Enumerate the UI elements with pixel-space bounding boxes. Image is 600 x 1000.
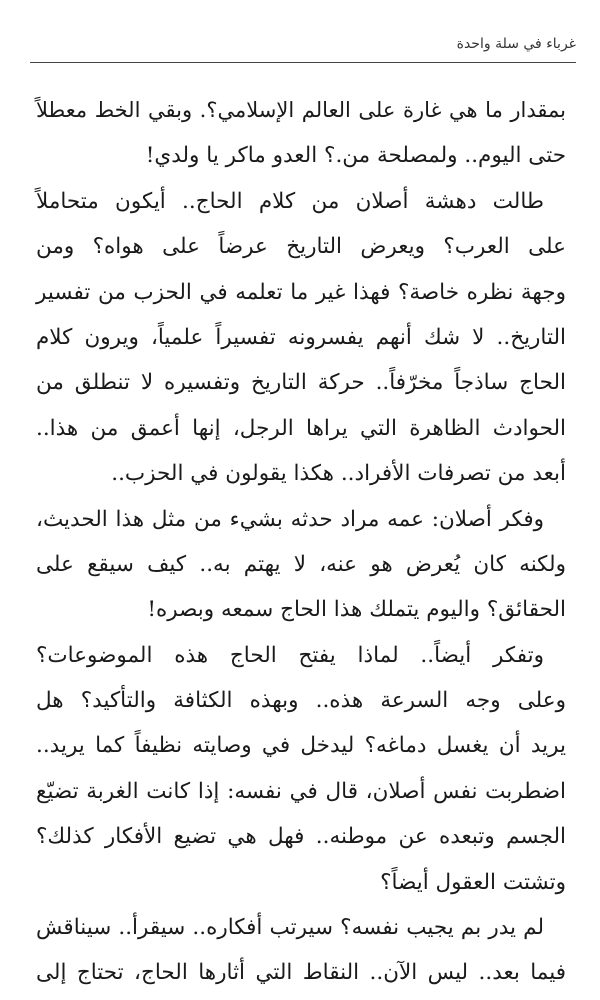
- text-line: حتى اليوم.. ولمصلحة من.؟ العدو ماكر يا ولدي!: [145, 143, 566, 169]
- header-divider: [30, 62, 576, 63]
- text-line: الجسم وتبعده عن موطنه.. فهل هي تضيع الأفكار كذلك؟: [36, 824, 566, 850]
- text-line: الحاج ساذجاً مخرّفاً.. حركة التاريخ وتفسيره لا تنطلق من: [36, 370, 566, 396]
- text-line: ولكنه كان يُعرض هو عنه، لا يهتم به.. كيف سيقع على: [36, 551, 566, 577]
- text-line: وجهة نظره خاصة؟ فهذا غير ما تعلمه في الحزب من تفسير: [36, 279, 566, 305]
- text-line: وتشتت العقول أيضاً؟: [380, 869, 566, 895]
- text-line: الحوادث الظاهرة التي يراها الرجل، إنها أعمق من هذا..: [36, 415, 566, 441]
- text-line: وعلى وجه السرعة هذه.. وبهذه الكثافة والتأكيد؟ هل: [36, 688, 566, 714]
- text-line: طالت دهشة أصلان من كلام الحاج.. أيكون متحاملاً: [36, 188, 544, 214]
- text-line: وفكر أصلان: عمه مراد حدثه بشيء من مثل هذا الحديث،: [36, 506, 544, 532]
- text-line: الحقائق؟ واليوم يتملك هذا الحاج سمعه وبصره!: [147, 597, 566, 623]
- text-line: لم يدر بم يجيب نفسه؟ سيرتب أفكاره.. سيقرأ.. سيناقش: [36, 915, 544, 941]
- text-line: فيما بعد.. ليس الآن.. النقاط التي أثارها الحاج، تحتاج إلى: [36, 960, 566, 986]
- text-line: على العرب؟ ويعرض التاريخ عرضاً على هواه؟ ومن: [36, 234, 566, 260]
- running-header: غرباء في سلة واحدة: [456, 36, 576, 52]
- text-line: وتفكر أيضاً.. لماذا يفتح الحاج هذه الموضوعات؟: [36, 642, 544, 668]
- text-line: بمقدار ما هي غارة على العالم الإسلامي؟. وبقي الخط معطلاً: [36, 98, 566, 122]
- text-line: اضطربت نفس أصلان، قال في نفسه: إذا كانت الغربة تضيّع: [36, 778, 566, 804]
- text-line: يريد أن يغسل دماغه؟ ليدخل في وصايته نظيفاً كما يريد..: [36, 733, 566, 759]
- text-line: التاريخ.. لا شك أنهم يفسرونه تفسيراً علمياً، ويرون كلام: [36, 324, 566, 350]
- body-text: [36, 88, 566, 996]
- text-line: أبعد من تصرفات الأفراد.. هكذا يقولون في الحزب..: [111, 461, 566, 487]
